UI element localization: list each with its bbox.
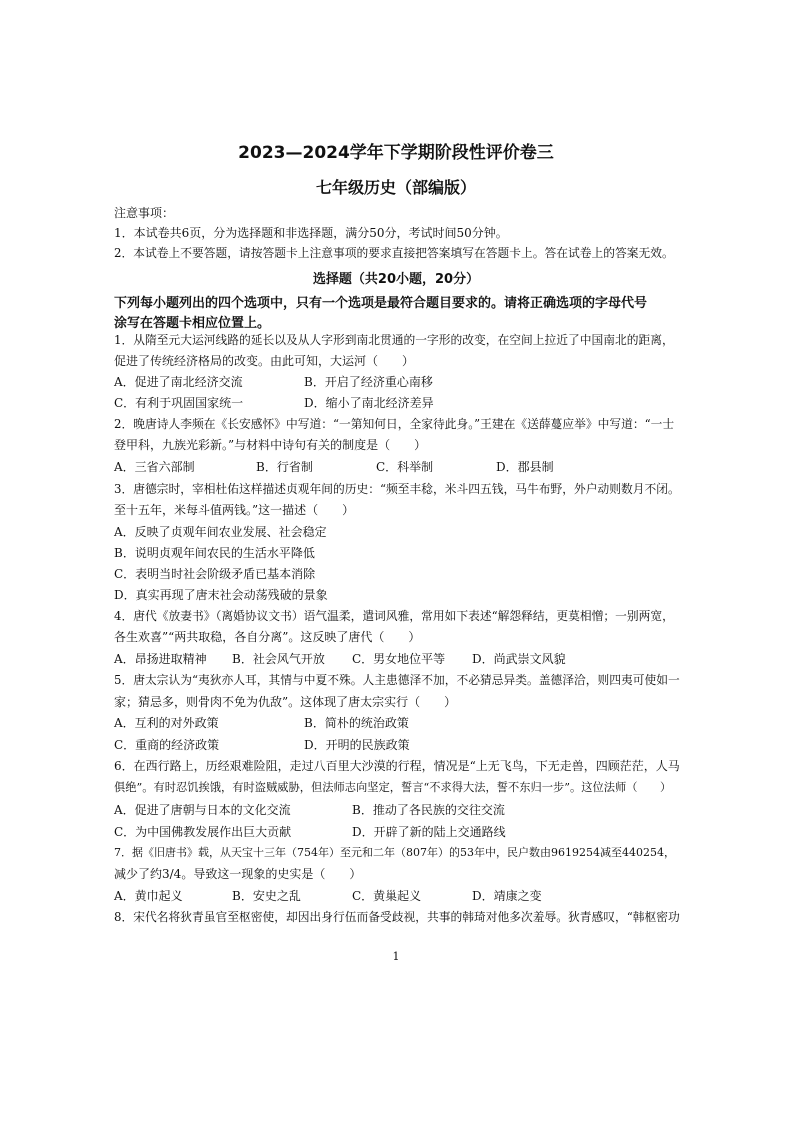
option-d: D．尚武崇文风貌: [472, 652, 566, 666]
option-a: A．黄巾起义: [114, 889, 183, 903]
question-stem: 4．唐代《放妻书》（离婚协议文书）语气温柔，遣词风雅，常用如下表述“解怨释结，更莫相憎；一别两宽，: [114, 609, 674, 623]
option-d: D．开辟了新的陆上交通路线: [352, 825, 506, 839]
option-c: C．重商的经济政策: [114, 738, 220, 752]
question-stem: 减少了约3/4。导致这一现象的史实是（ ）: [114, 867, 362, 881]
question-stem: 2．晚唐诗人李频在《长安感怀》中写道：“一第知何日，全家待此身。”王建在《送薛蔓应举》中写道：“一士: [114, 417, 675, 431]
notes-heading: 注意事项：: [114, 206, 175, 220]
question-stem: 3．唐德宗时，宰相杜佑这样描述贞观年间的历史：“频至丰稔，米斗四五钱，马牛布野，外户动则数月不闭。: [114, 482, 680, 496]
question-stem: 俱绝”。有时忍饥挨饿，有时盗贼威胁，但法师志向坚定，誓言“不求得大法，誓不东归一步”。这位法师（ ）: [114, 781, 672, 794]
option-a: A．反映了贞观年间农业发展、社会稳定: [114, 525, 327, 539]
question-stem: 至十五年，米每斗值两钱。”这一描述（ ）: [114, 503, 355, 517]
question-stem: 6．在西行路上，历经艰难险阻，走过八百里大沙漠的行程，情况是“上无飞鸟，下无走兽，四顾茫茫，人马: [114, 759, 680, 773]
question-stem: 登甲科，九族光彩新。”与材料中诗句有关的制度是（ ）: [114, 438, 427, 452]
question-stem: 家；猜忌多，则骨肉不免为仇敌”。这体现了唐太宗实行（ ）: [114, 695, 457, 709]
question-stem: 5．唐太宗认为“夷狄亦人耳，其情与中夏不殊。人主患德泽不加，不必猜忌异类。盖德泽洽，则四夷可使如一: [114, 673, 680, 687]
option-d: D．真实再现了唐末社会动荡残破的景象: [114, 588, 328, 602]
option-b: B．行省制: [256, 460, 313, 474]
option-d: D．靖康之变: [472, 889, 542, 903]
option-a: A．昂扬进取精神: [114, 652, 207, 666]
option-a: A．三省六部制: [114, 460, 195, 474]
option-a: A．促进了唐朝与日本的文化交流: [114, 803, 291, 817]
option-b: B．说明贞观年间农民的生活水平降低: [114, 546, 315, 560]
instruction-line: 下列每小题列出的四个选项中，只有一个选项是最符合题目要求的。请将正确选项的字母代号: [114, 296, 648, 311]
instruction-line: 涂写在答题卡相应位置上。: [114, 316, 271, 331]
question-stem: 1．从隋至元大运河线路的延长以及从人字形到南北贯通的一字形的改变，在空间上拉近了中国南北的距离，: [114, 333, 674, 347]
page-title: 2023—2024学年下学期阶段性评价卷三: [238, 143, 554, 163]
option-c: C．黄巢起义: [352, 889, 422, 903]
question-stem: 7．据《旧唐书》载，从天宝十三年（754年）至元和二年（807年）的53年中，民户数由9619254减至440254，: [114, 846, 675, 859]
option-b: B．简朴的统治政策: [304, 716, 409, 730]
option-c: C．为中国佛教发展作出巨大贡献: [114, 825, 292, 839]
question-stem: 8．宋代名将狄青虽官至枢密使，却因出身行伍而备受歧视，共事的韩琦对他多次羞辱。狄青感叹，“韩枢密功: [114, 910, 680, 924]
option-d: D．郡县制: [496, 460, 554, 474]
option-b: B．社会风气开放: [232, 652, 325, 666]
option-d: D．缩小了南北经济差异: [304, 396, 434, 410]
page-number: 1: [392, 950, 400, 963]
option-a: A．互利的对外政策: [114, 716, 219, 730]
option-d: D．开明的民族政策: [304, 738, 410, 752]
page-subtitle: 七年级历史（部编版）: [315, 178, 476, 197]
option-c: C．男女地位平等: [352, 652, 446, 666]
option-a: A．促进了南北经济交流: [114, 375, 243, 389]
option-c: C．科举制: [376, 460, 434, 474]
question-stem: 促进了传统经济格局的改变。由此可知，大运河（ ）: [114, 354, 415, 368]
option-b: B．安史之乱: [232, 889, 301, 903]
question-stem: 各生欢喜”“两共取稳，各自分离”。这反映了唐代（ ）: [114, 630, 421, 644]
note-item: 1．本试卷共6页，分为选择题和非选择题，满分50分，考试时间50分钟。: [114, 226, 508, 240]
option-c: C．有利于巩固国家统一: [114, 396, 244, 410]
option-b: B．开启了经济重心南移: [304, 375, 433, 389]
note-item: 2．本试卷上不要答题，请按答题卡上注意事项的要求直接把答案填写在答题卡上。答在试卷上的答案无效。: [114, 246, 674, 260]
option-b: B．推动了各民族的交往交流: [352, 803, 505, 817]
option-c: C．表明当时社会阶级矛盾已基本消除: [114, 567, 316, 581]
section-title: 选择题（共20小题，20分）: [312, 272, 480, 287]
